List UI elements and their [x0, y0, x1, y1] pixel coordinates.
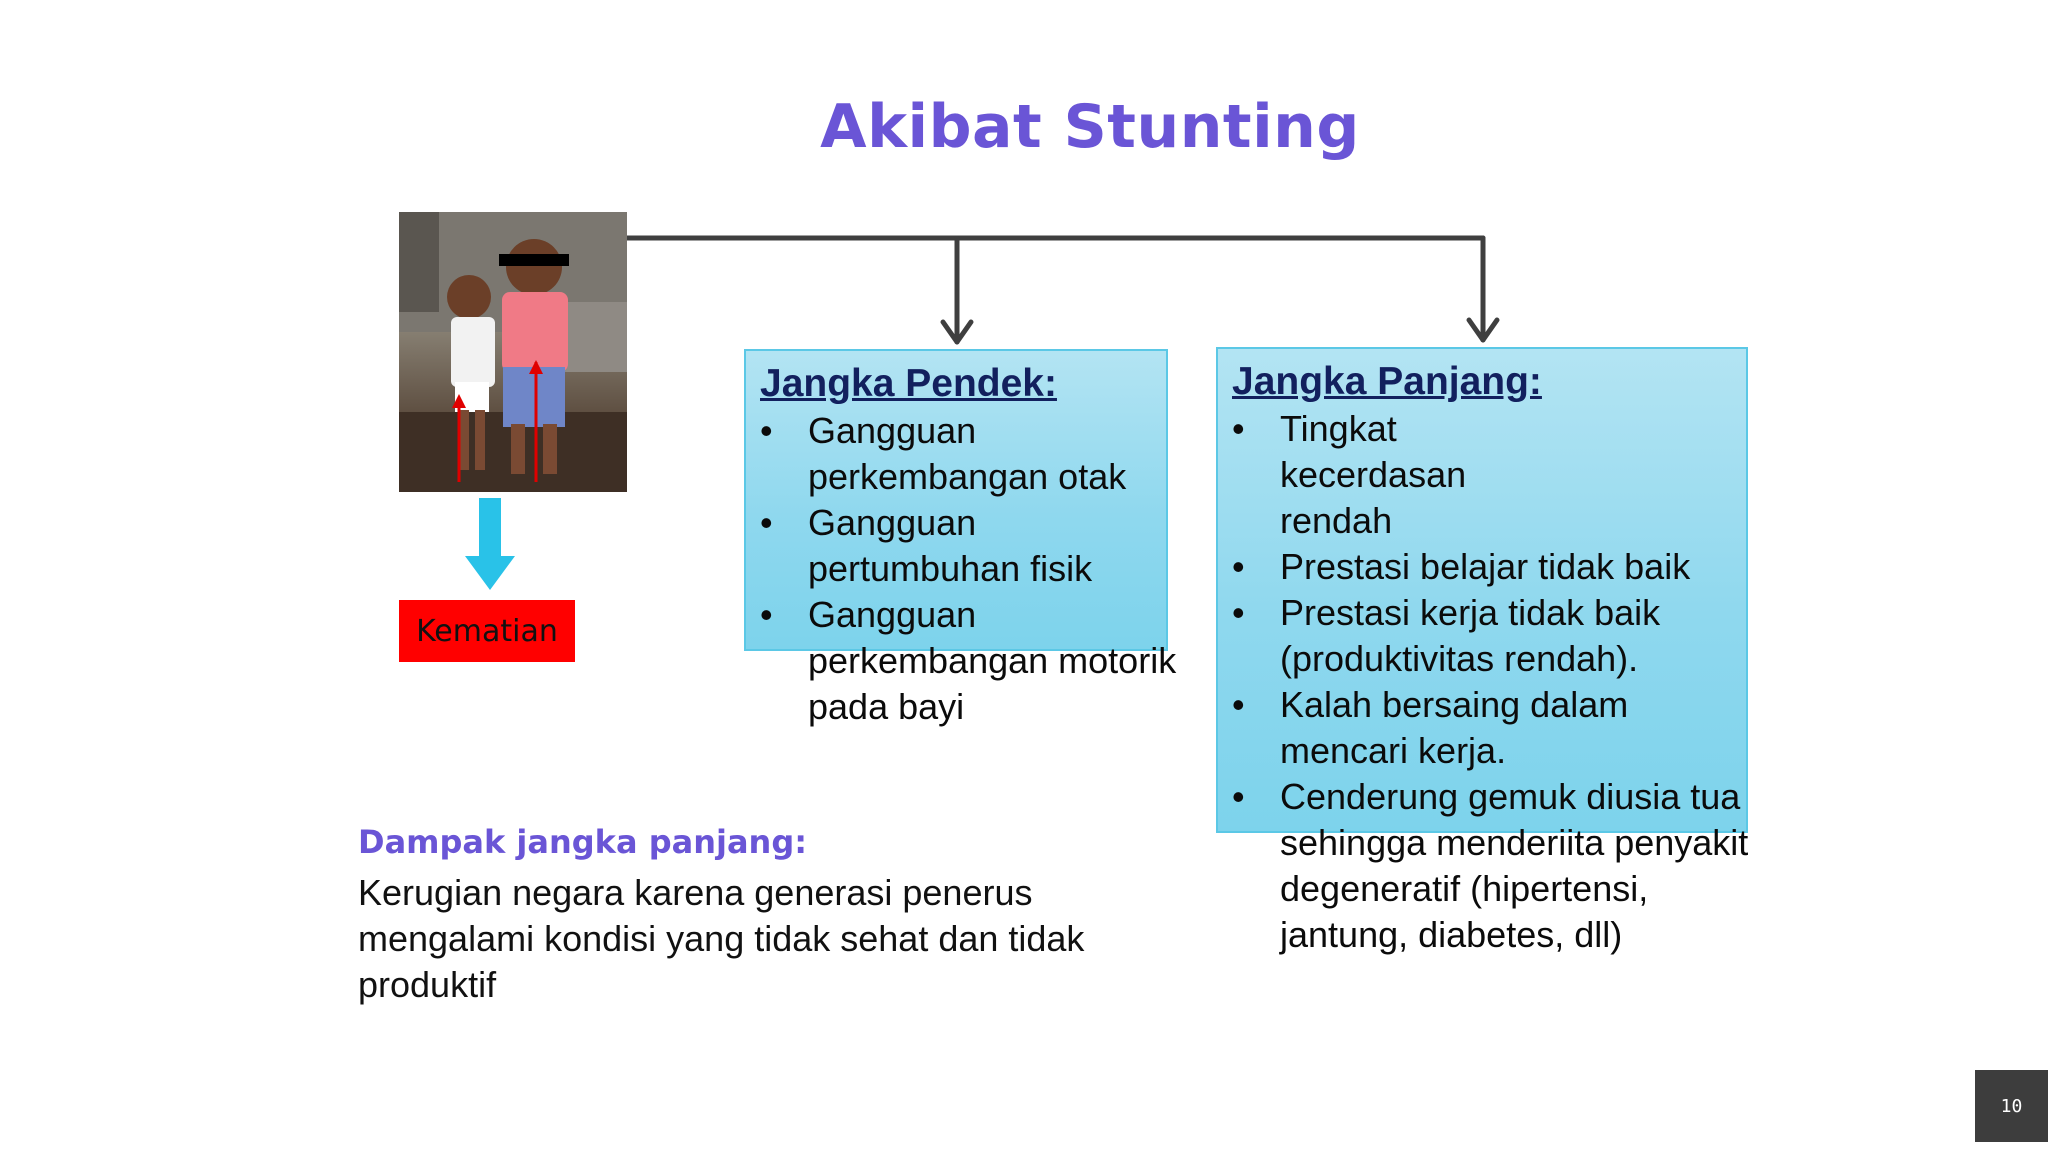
arrow-down-icon — [465, 498, 515, 590]
short-term-content — [760, 360, 1180, 730]
impact-heading: Dampak jangka panjang: — [358, 823, 808, 861]
impact-text: Kerugian negara karena generasi penerus mengalami kondisi yang tidak sehat dan tidak produktif — [358, 872, 1085, 1005]
list-item: • Gangguan perkembangan otak — [760, 408, 1180, 500]
long-term-list — [1232, 406, 1752, 958]
list-item: • Kalah bersaing dalam mencari kerja. — [1232, 682, 1660, 774]
list-item: • Tingkat kecerdasan rendah — [1232, 406, 1580, 544]
list-item: • Gangguan pertumbuhan fisik — [760, 500, 1180, 592]
long-term-heading: Jangka Panjang: — [1232, 360, 1542, 403]
short-term-list — [760, 408, 1180, 730]
children-photo — [399, 212, 627, 492]
list-item: • Prestasi kerja tidak baik (produktivitas rendah). — [1232, 590, 1720, 682]
short-term-heading: Jangka Pendek: — [760, 362, 1057, 405]
list-item: • Cenderung gemuk diusia tua sehingga menderiita penyakit degeneratif (hipertensi, jantung, diabetes, dll) — [1232, 774, 1750, 958]
list-item: • Gangguan perkembangan motorik pada bayi — [760, 592, 1180, 730]
death-outcome-box — [399, 600, 575, 662]
list-item: • Prestasi belajar tidak baik — [1232, 544, 1752, 590]
death-outcome-label: Kematian — [416, 613, 558, 649]
slide-title: Akibat Stunting — [820, 92, 1360, 162]
page-number: 10 — [1975, 1070, 2048, 1142]
long-term-content — [1232, 358, 1752, 958]
